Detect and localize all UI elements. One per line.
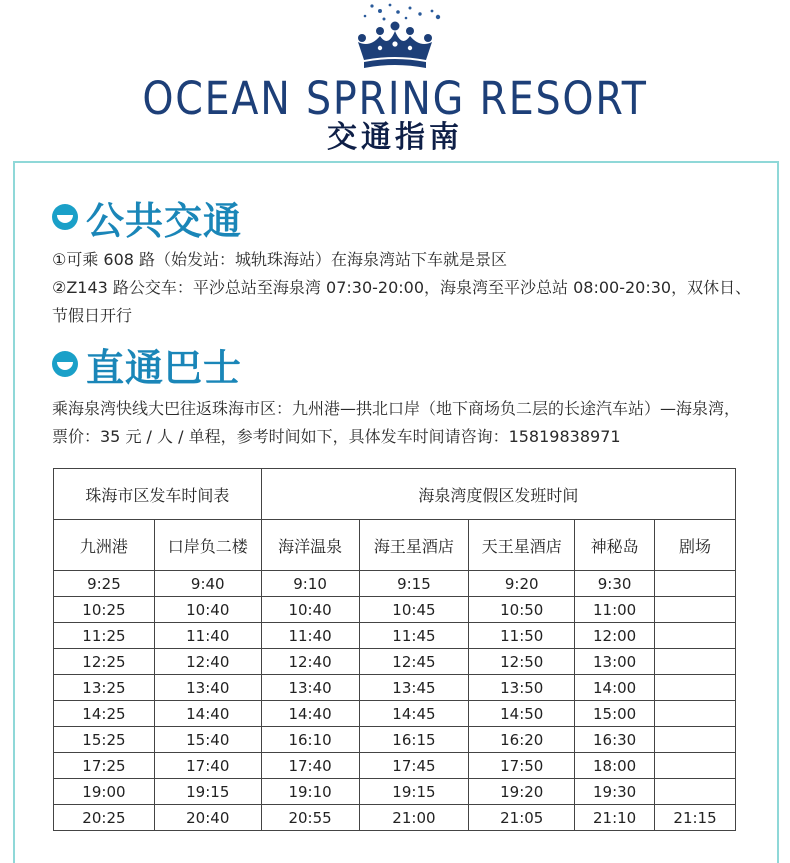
table-cell [655,597,736,623]
group-header-city: 珠海市区发车时间表 [54,469,262,520]
table-cell: 12:45 [359,649,469,675]
section-direct-bus [52,340,242,388]
table-cell: 12:00 [575,623,655,649]
table-cell: 9:40 [154,571,261,597]
table-cell: 11:25 [54,623,155,649]
table-cell: 17:40 [261,753,359,779]
table-cell: 16:30 [575,727,655,753]
group-header-resort: 海泉湾度假区发班时间 [261,469,735,520]
table-cell [655,649,736,675]
table-cell: 21:15 [655,805,736,831]
table-cell: 15:40 [154,727,261,753]
table-column-header-row [54,520,736,571]
table-cell: 15:25 [54,727,155,753]
brand-title: OCEAN SPRING RESORT [142,72,648,125]
table-cell: 9:25 [54,571,155,597]
table-cell: 21:10 [575,805,655,831]
table-cell: 14:00 [575,675,655,701]
table-cell: 19:15 [359,779,469,805]
table-cell: 9:10 [261,571,359,597]
table-cell: 13:40 [261,675,359,701]
table-cell: 21:00 [359,805,469,831]
table-cell: 16:15 [359,727,469,753]
table-cell: 20:40 [154,805,261,831]
column-header: 剧场 [655,520,736,571]
table-cell [655,675,736,701]
column-header: 海王星酒店 [359,520,469,571]
table-cell: 9:30 [575,571,655,597]
table-cell: 14:45 [359,701,469,727]
table-group-header-row [54,469,736,520]
table-cell: 11:45 [359,623,469,649]
table-cell: 15:00 [575,701,655,727]
header [0,0,790,160]
table-cell: 18:00 [575,753,655,779]
table-cell: 11:00 [575,597,655,623]
table-cell: 17:40 [154,753,261,779]
table-cell: 19:20 [469,779,575,805]
table-cell: 12:25 [54,649,155,675]
table-cell: 13:25 [54,675,155,701]
table-cell: 17:50 [469,753,575,779]
table-cell: 9:15 [359,571,469,597]
table-cell: 20:25 [54,805,155,831]
table-cell: 12:40 [154,649,261,675]
table-row [54,597,736,623]
table-cell: 19:30 [575,779,655,805]
table-cell: 14:50 [469,701,575,727]
table-cell: 19:10 [261,779,359,805]
table-row [54,727,736,753]
table-cell: 16:10 [261,727,359,753]
table-cell [655,571,736,597]
table-cell: 14:40 [154,701,261,727]
table-cell: 13:40 [154,675,261,701]
page-subtitle: 交通指南 [327,120,463,155]
table-cell: 16:20 [469,727,575,753]
table-cell: 13:45 [359,675,469,701]
table-cell: 10:45 [359,597,469,623]
column-header: 天王星酒店 [469,520,575,571]
table-row [54,805,736,831]
table-row [54,623,736,649]
table-cell [655,753,736,779]
table-cell: 21:05 [469,805,575,831]
public-transport-line-1: ①可乘 608 路（始发站：城轨珠海站）在海泉湾站下车就是景区 [52,250,508,269]
table-row [54,701,736,727]
table-cell [655,623,736,649]
table-cell: 10:50 [469,597,575,623]
table-cell: 17:45 [359,753,469,779]
column-header: 海洋温泉 [261,520,359,571]
table-row [54,571,736,597]
crown-logo-icon [340,2,450,76]
table-row [54,779,736,805]
table-cell [655,779,736,805]
table-cell: 17:25 [54,753,155,779]
table-cell: 14:40 [261,701,359,727]
column-header: 口岸负二楼 [154,520,261,571]
bus-schedule-table [53,468,736,831]
direct-bus-description: 乘海泉湾快线大巴往返珠海市区：九州港—拱北口岸（地下商场负二层的长途汽车站）—海泉湾，票价：35 元 / 人 / 单程，参考时间如下，具体发车时间请咨询：15819838971 [52,399,741,446]
column-header: 九洲港 [54,520,155,571]
table-cell: 19:15 [154,779,261,805]
table-row [54,753,736,779]
table-cell: 10:40 [261,597,359,623]
table-cell: 14:25 [54,701,155,727]
public-transport-line-2: ②Z143 路公交车：平沙总站至海泉湾 07:30-20:00，海泉湾至平沙总站 08:00-20:30，双休日、节假日开行 [52,278,752,325]
table-cell: 11:40 [261,623,359,649]
table-cell: 12:40 [261,649,359,675]
section-public-transport [52,193,242,241]
table-cell: 12:50 [469,649,575,675]
table-row [54,649,736,675]
table-row [54,675,736,701]
section-title-bus: 直通巴士 [86,345,243,390]
table-cell: 13:50 [469,675,575,701]
section-title-public: 公共交通 [86,198,243,243]
table-cell: 9:20 [469,571,575,597]
table-cell [655,727,736,753]
table-cell: 13:00 [575,649,655,675]
table-cell: 10:40 [154,597,261,623]
section-bullet-icon [52,351,78,377]
column-header: 神秘岛 [575,520,655,571]
table-cell [655,701,736,727]
table-cell: 20:55 [261,805,359,831]
table-cell: 19:00 [54,779,155,805]
table-cell: 10:25 [54,597,155,623]
table-cell: 11:40 [154,623,261,649]
table-cell: 11:50 [469,623,575,649]
section-bullet-icon [52,204,78,230]
